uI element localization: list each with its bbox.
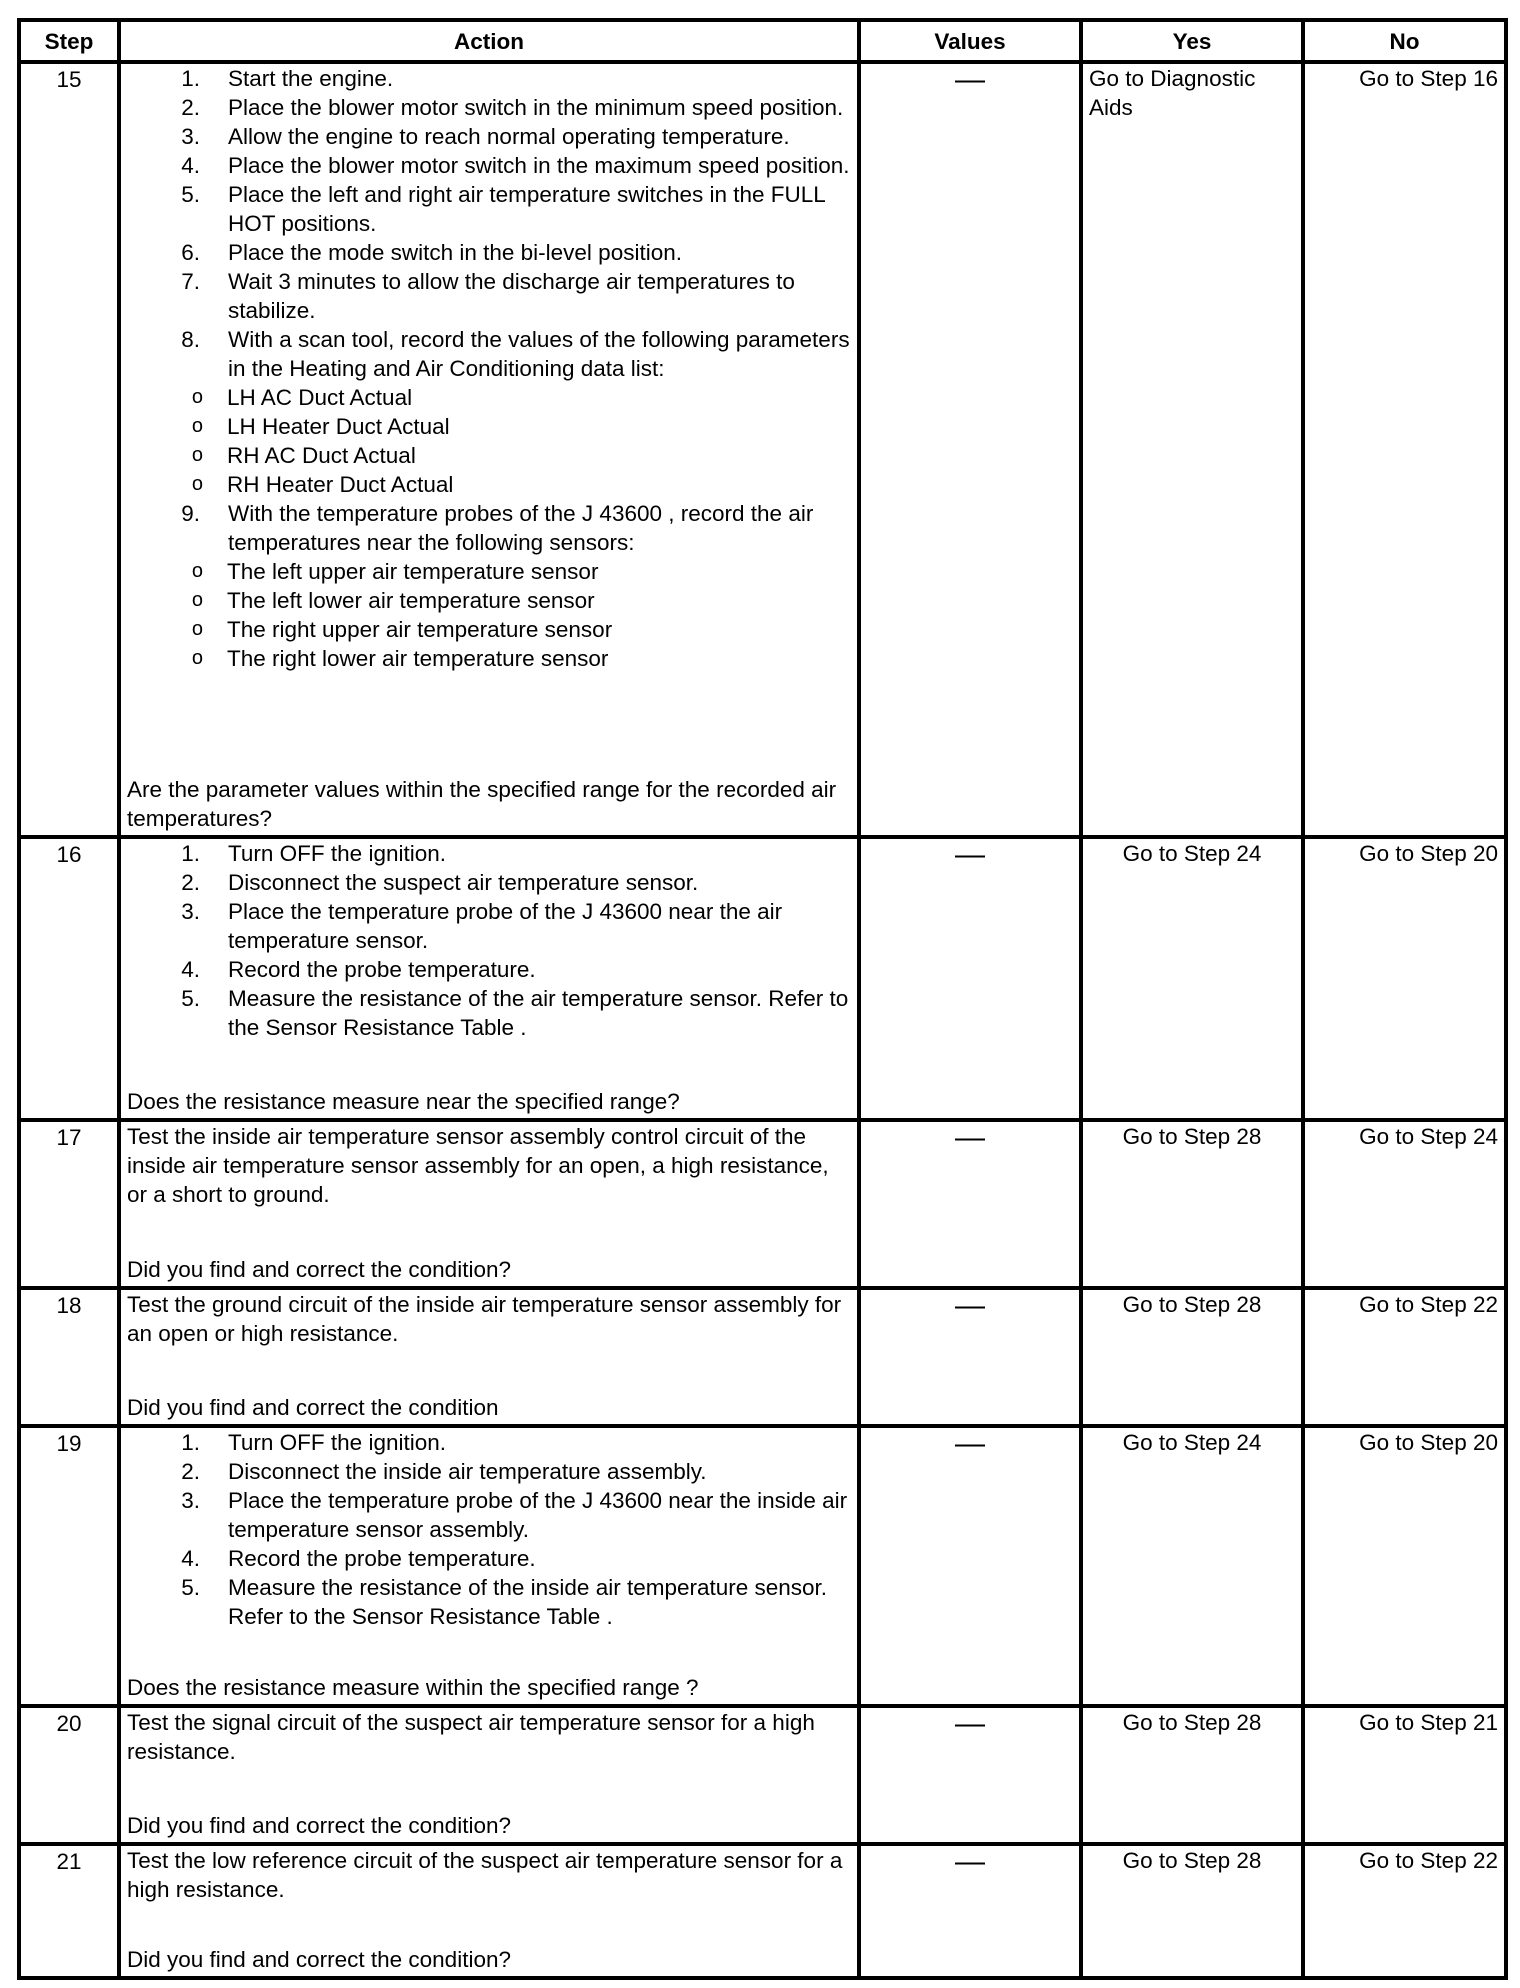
step-number: 17 (19, 1120, 119, 1288)
question-text: Did you find and correct the condition? (127, 1813, 511, 1838)
procedure-step: 2. Disconnect the inside air temperature assembly. (181, 1459, 707, 1484)
values-cell: — (859, 1426, 1081, 1706)
procedure-step: 6. Place the mode switch in the bi-level position. (181, 240, 682, 265)
list-item: o LH AC Duct Actual (191, 385, 413, 410)
procedure-step: 3. Allow the engine to reach normal operating temperature. (181, 124, 790, 149)
yes-cell: Go to Diagnostic Aids (1081, 62, 1303, 837)
procedure-step: 4. Place the blower motor switch in the maximum speed position. (181, 153, 850, 178)
yes-cell: Go to Step 28 (1081, 1706, 1303, 1844)
values-cell: — (859, 1706, 1081, 1844)
procedure-steps (127, 1428, 851, 1631)
no-cell: Go to Step 22 (1303, 1844, 1506, 1978)
procedure-step: 7. Wait 3 minutes to allow the discharge air temperatures to stabilize. (181, 269, 795, 323)
yes-cell: Go to Step 28 (1081, 1288, 1303, 1426)
header-values: Values (859, 20, 1081, 62)
table-row-step-16 (19, 837, 1506, 1120)
values-cell: — (859, 1844, 1081, 1978)
procedure-step: 2. Place the blower motor switch in the minimum speed position. (181, 95, 844, 120)
procedure-step: 1. Turn OFF the ignition. (181, 1430, 447, 1455)
no-cell: Go to Step 21 (1303, 1706, 1506, 1844)
no-cell: Go to Step 24 (1303, 1120, 1506, 1288)
step-number: 21 (19, 1844, 119, 1978)
question-text: Did you find and correct the condition (127, 1395, 499, 1420)
procedure-step: 3. Place the temperature probe of the J 43600 near the inside air temperature sensor assembly. (181, 1488, 848, 1542)
no-cell: Go to Step 20 (1303, 837, 1506, 1120)
procedure-steps (127, 499, 851, 557)
procedure-step: 1. Turn OFF the ignition. (181, 841, 447, 866)
step-number: 15 (19, 62, 119, 837)
procedure-steps (127, 64, 851, 383)
yes-cell: Go to Step 24 (1081, 837, 1303, 1120)
header-step: Step (19, 20, 119, 62)
procedure-step: 5. Measure the resistance of the air temperature sensor. Refer to the Sensor Resistance Table . (181, 986, 849, 1040)
question-text: Did you find and correct the condition? (127, 1257, 511, 1282)
procedure-step: 5. Measure the resistance of the inside air temperature sensor. Refer to the Sensor Resistance Table . (181, 1575, 828, 1629)
action-text: Test the low reference circuit of the suspect air temperature sensor for a high resistance. (127, 1848, 843, 1902)
step-number: 20 (19, 1706, 119, 1844)
action-text: Test the ground circuit of the inside air temperature sensor assembly for an open or high resistance. (127, 1292, 842, 1346)
action-cell (119, 1706, 859, 1844)
question-text: Did you find and correct the condition? (127, 1947, 511, 1972)
action-cell (119, 1120, 859, 1288)
procedure-step: 2. Disconnect the suspect air temperature sensor. (181, 870, 699, 895)
yes-cell: Go to Step 24 (1081, 1426, 1303, 1706)
procedure-step: 4. Record the probe temperature. (181, 957, 536, 982)
header-action: Action (119, 20, 859, 62)
action-text: Test the inside air temperature sensor assembly control circuit of the inside air temperature sensor assembly for an open, a high resistance, or a short to ground. (127, 1124, 829, 1207)
action-cell (119, 1844, 859, 1978)
list-item: o RH AC Duct Actual (191, 443, 416, 468)
header-row (19, 20, 1506, 62)
action-text: Test the signal circuit of the suspect air temperature sensor for a high resistance. (127, 1710, 815, 1764)
table-row-step-18 (19, 1288, 1506, 1426)
yes-cell: Go to Step 28 (1081, 1120, 1303, 1288)
table-row-step-19 (19, 1426, 1506, 1706)
parameter-list (127, 383, 851, 499)
action-cell (119, 1288, 859, 1426)
sensor-list (127, 557, 851, 673)
action-cell (119, 837, 859, 1120)
procedure-step: 5. Place the left and right air temperature switches in the FULL HOT positions. (181, 182, 825, 236)
list-item: o RH Heater Duct Actual (191, 472, 454, 497)
question-text: Are the parameter values within the specified range for the recorded air temperatures? (127, 777, 837, 831)
list-item: o The right upper air temperature sensor (191, 617, 613, 642)
values-cell: — (859, 1120, 1081, 1288)
list-item: o The left lower air temperature sensor (191, 588, 595, 613)
step-number: 16 (19, 837, 119, 1120)
no-cell: Go to Step 20 (1303, 1426, 1506, 1706)
procedure-step: 8. With a scan tool, record the values of the following parameters in the Heating and Air Conditioning data list: (181, 327, 850, 381)
diagnostic-table (17, 18, 1508, 1980)
header-yes: Yes (1081, 20, 1303, 62)
table-row-step-17 (19, 1120, 1506, 1288)
action-cell (119, 1426, 859, 1706)
step-number: 18 (19, 1288, 119, 1426)
question-text: Does the resistance measure near the specified range? (127, 1089, 680, 1114)
table-row-step-21 (19, 1844, 1506, 1978)
no-cell: Go to Step 22 (1303, 1288, 1506, 1426)
table-row-step-20 (19, 1706, 1506, 1844)
procedure-step: 1. Start the engine. (181, 66, 394, 91)
values-cell: — (859, 1288, 1081, 1426)
list-item: o The left upper air temperature sensor (191, 559, 599, 584)
procedure-step: 3. Place the temperature probe of the J 43600 near the air temperature sensor. (181, 899, 783, 953)
list-item: o LH Heater Duct Actual (191, 414, 450, 439)
procedure-steps (127, 839, 851, 1042)
step-number: 19 (19, 1426, 119, 1706)
no-cell: Go to Step 16 (1303, 62, 1506, 837)
yes-cell: Go to Step 28 (1081, 1844, 1303, 1978)
question-text: Does the resistance measure within the specified range ? (127, 1675, 699, 1700)
table-row-step-15 (19, 62, 1506, 837)
values-cell: — (859, 837, 1081, 1120)
procedure-step: 9. With the temperature probes of the J 43600 , record the air temperatures near the following sensors: (181, 501, 814, 555)
values-cell: — (859, 62, 1081, 837)
header-no: No (1303, 20, 1506, 62)
procedure-step: 4. Record the probe temperature. (181, 1546, 536, 1571)
action-cell (119, 62, 859, 837)
list-item: o The right lower air temperature sensor (191, 646, 609, 671)
